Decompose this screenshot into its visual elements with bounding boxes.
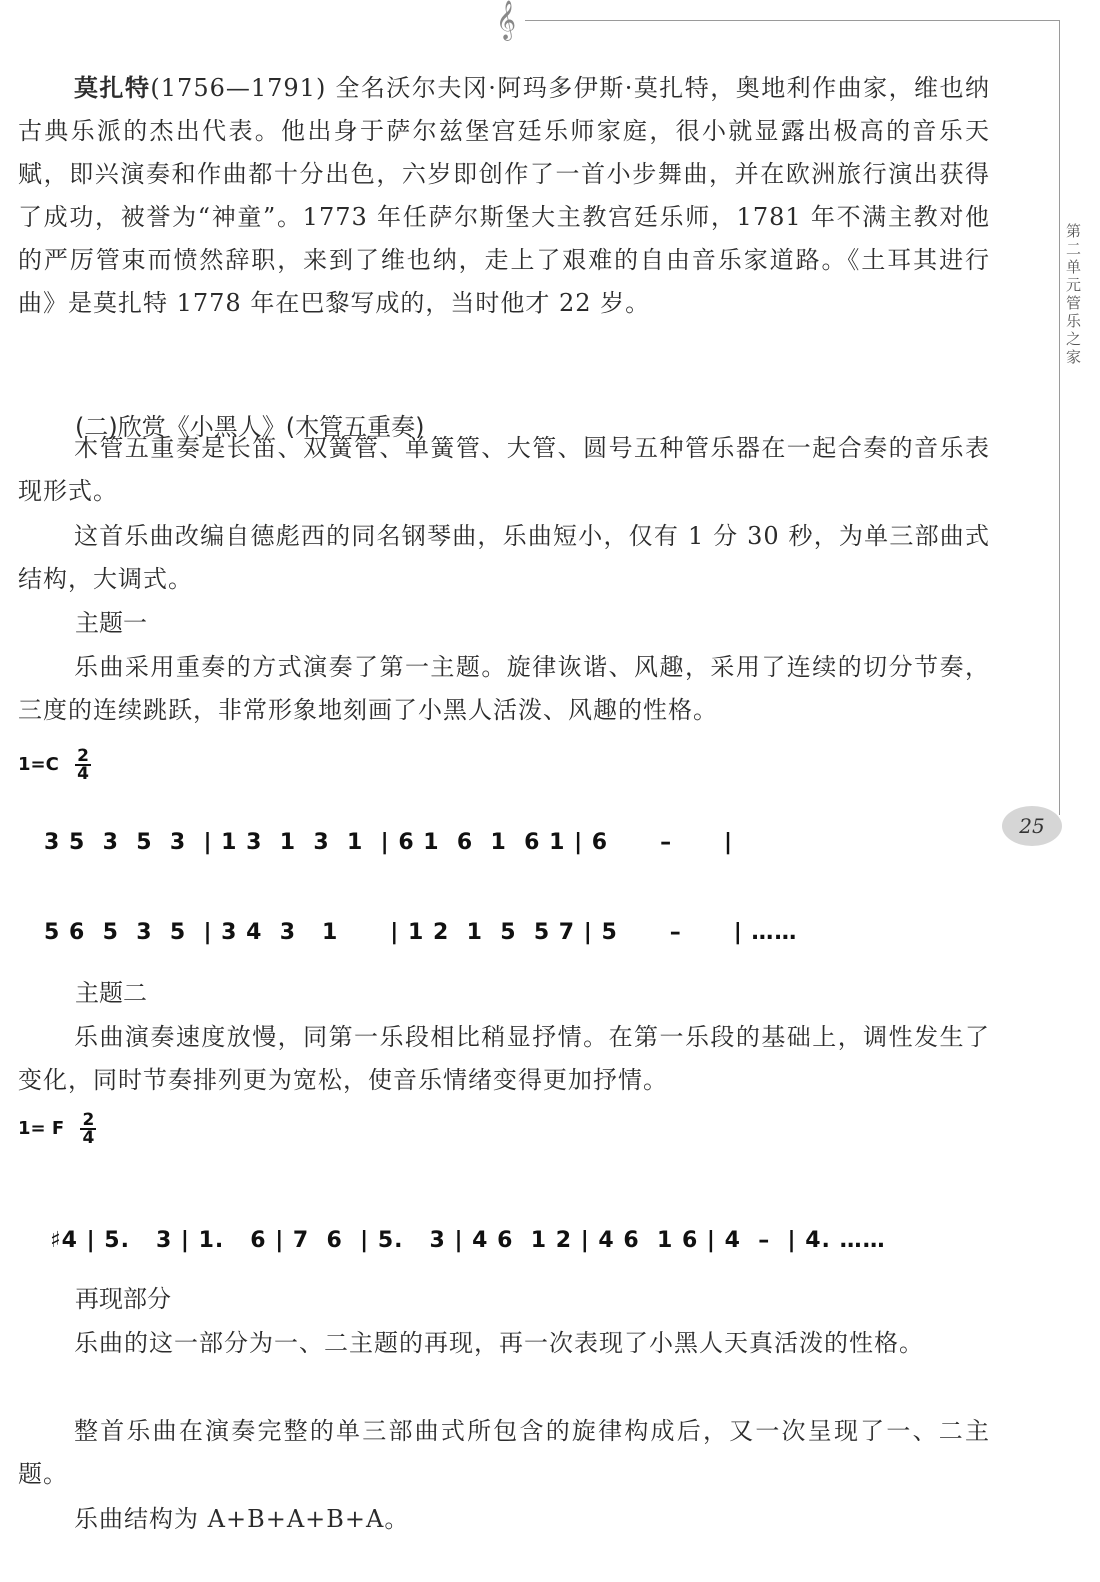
mozart-bio-paragraph	[18, 66, 990, 325]
whole-piece-paragraph: 整首乐曲在演奏完整的单三部曲式所包含的旋律构成后，又一次呈现了一、二主题。	[18, 1417, 990, 1488]
composer-bio: 全名沃尔夫冈·阿玛多伊斯·莫扎特，奥地利作曲家，维也纳古典乐派的杰出代表。他出身于萨尔兹堡宫廷乐师家庭，很小就显露出极高的音乐天赋，即兴演奏和作曲都十分出色，六岁即创作了一首小步舞曲，并在欧洲旅行演出获得了成功，被誉为“神童”。1773 年任萨尔斯堡大主教宫廷乐师，1781 年不满主教对他的严厉管束而愤然辞职，来到了维也纳，走上了艰难的自由音乐家道路。《土耳其进行曲》是莫扎特 1778 年在巴黎写成的，当时他才 22 岁。	[18, 74, 990, 317]
page-number: 25	[1002, 806, 1062, 846]
theme2-time-signature: $\frac{2}{4}$	[82, 1110, 95, 1148]
theme2-title: 主题二	[75, 979, 147, 1007]
theme1-paragraph: 乐曲采用重奏的方式演奏了第一主题。旋律诙谐、风趣，采用了连续的切分节奏，三度的连续跳跃，非常形象地刻画了小黑人活泼、风趣的性格。	[18, 653, 990, 724]
theme1-notation-line-1: 3 5 3 5 3 | 1 3 1 3 1 | 6 1 6 1 6 1 | 6 – |	[44, 830, 734, 855]
theme1-time-signature: $\frac{2}{4}$	[77, 746, 89, 784]
reprise-title: 再现部分	[75, 1285, 171, 1313]
theme1-key-signature	[18, 748, 91, 782]
section-title: (二)欣赏《小黑人》(木管五重奏)	[75, 413, 425, 441]
structure-paragraph: 乐曲结构为 A+B+A+B+A。	[74, 1505, 410, 1533]
theme2-key: 1= F	[18, 1118, 65, 1139]
theme2-key-signature	[18, 1112, 96, 1146]
composer-years: (1756—1791)	[150, 74, 327, 102]
treble-clef-icon: 𝄞	[496, 0, 517, 40]
quintet-paragraph: 木管五重奏是长笛、双簧管、单簧管、大管、圆号五种管乐器在一起合奏的音乐表现形式。	[18, 434, 990, 505]
page-frame-top	[525, 20, 1060, 21]
composer-name: 莫扎特	[74, 73, 151, 102]
theme1-key: 1=C	[18, 754, 59, 775]
theme1-notation-line-2: 5 6 5 3 5 | 3 4 3 1 | 1 2 1 5 5 7 | 5 – | ……	[44, 920, 798, 945]
page-frame-right	[1059, 20, 1060, 815]
theme2-notation-line: ♯4 | 5. 3 | 1. 6 | 7 6 | 5. 3 | 4 6 1 2 | 4 6 1 6 | 4 – | 4. ……	[50, 1228, 886, 1253]
reprise-paragraph: 乐曲的这一部分为一、二主题的再现，再一次表现了小黑人天真活泼的性格。	[74, 1329, 924, 1357]
theme2-paragraph: 乐曲演奏速度放慢，同第一乐段相比稍显抒情。在第一乐段的基础上，调性发生了变化，同时节奏排列更为宽松，使音乐情绪变得更加抒情。	[18, 1023, 990, 1094]
piece-paragraph: 这首乐曲改编自德彪西的同名钢琴曲，乐曲短小，仅有 1 分 30 秒，为单三部曲式结构，大调式。	[18, 522, 990, 593]
theme1-title: 主题一	[75, 609, 147, 637]
unit-side-label: 第二单元 管乐之家	[1066, 222, 1082, 366]
